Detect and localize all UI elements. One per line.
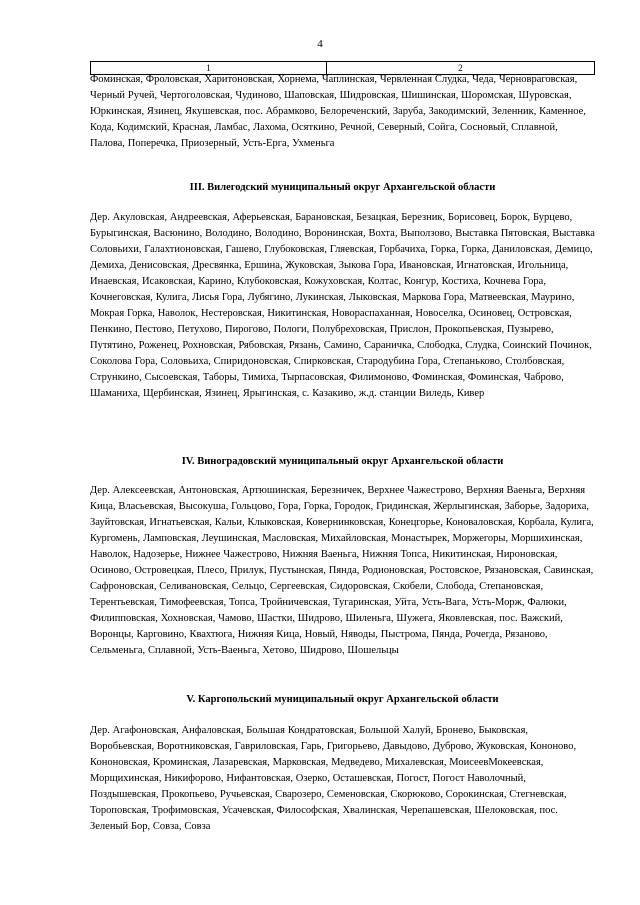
section-text-kargopolsky: Дер. Агафоновская, Анфаловская, Большая Кондратовская, Большой Халуй, Бронево, Быковская, Воробьевская, Воротниковская, Гавриловская, Гарь, Григорьево, Давыдово, Дуброво, Жуковская, Кононово, Кононовская, Кроминская, Лазаревская, Марковская, Медведево, Михалевская, МоисеевМокеевская, Морщихинская, Никифорово, Нифантовская, Озерко, Осташевская, Погост, Погост Наволочный, Поздышевская, Прокопьево, Ручьевская, Сварозеро, Семеновская, Скорюково, Сорокинская, Стегневская, Тороповская, Трофимовская, Усачевская, Философская, Хвалинская, Черепашевская, Шелоковская, пос. Зеленый Бор, Совза, Совза (90, 725, 577, 832)
column-number-1: 1 (91, 62, 327, 74)
section-heading-vilegodsky: III. Вилегодский муниципальный округ Архангельской области (189, 182, 496, 193)
continuation-paragraph: Фоминская, Фроловская, Харитоновская, Хорнема, Чаплинская, Червленная Слудка, Чеда, Черновраговская, Черный Ручей, Чертоголовская, Чудиново, Шаповская, Шидровская, Шишинская, Шоромская, Шуровская, Юркинская, Язинец, Якушевская, пос. Абрамково, Белореченский, Заруба, Закодимский, Зеленник, Каменное, Кода, Кодимский, Красная, Ламбас, Лахома, Осяткино, Речной, Северный, Сойга, Сосновый, Сплавной, Палова, Поперечка, Приозерный, Усть-Ерга, Ухменьга (90, 74, 586, 149)
page-number: 4 (317, 38, 323, 50)
section-heading-kargopolsky: V. Каргопольский муниципальный округ Архангельской области (186, 694, 499, 705)
section-text-vilegodsky: Дер. Акуловская, Андреевская, Аферьевская, Барановская, Безацкая, Березник, Борисовец, Борок, Бурцево, Бурыгинская, Васюнино, Володино, Володино, Воронинская, Вохта, Выползово, Выставка Пятовская, Выставка Соловьихи, Галахтионовская, Гашево, Глубоковская, Гляевская, Горбачиха, Горка, Горка, Даниловская, Демицо, Демиха, Денисовская, Дресвянка, Ершина, Жуковская, Зыкова Гора, Ивановская, Игнатовская, Игольница, Инаевская, Исаковская, Карино, Клубоковская, Кожуховская, Колтас, Конгур, Костиха, Кочнева Гора, Кочнеговская, Кулига, Лисья Гора, Лубягино, Лукинская, Лыковская, Маркова Гора, Матвеевская, Маурино, Мокрая Горка, Наволок, Нестеровская, Никитинская, Новораспаханная, Новоселка, Осиновец, Островская, Пенкино, Пестово, Петухово, Пирогово, Пологи, Полубреховская, Прислон, Прокопьевская, Пузырево, Путятино, Роженец, Рохновская, Рябовская, Рязань, Самино, Сараничка, Слободка, Слудка, Соинский Починок, Соколова Гора, Соловьиха, Спиридоновская, Спирковская, Стародубина Гора, Степаньково, Столбовская, Стрункино, Сысоевская, Таборы, Тимиха, Тырпасовская, Филимоново, Фоминская, Фоминская, Чаброво, Шаманиха, Щербинская, Язинец, Ярыгинская, с. Казакиво, ж.д. станции Виледь, Кивер (90, 212, 595, 399)
column-number-2: 2 (458, 63, 463, 73)
section-text-vinogradovsky: Дер. Алексеевская, Антоновская, Артюшинская, Березничек, Верхнее Чажестрово, Верхняя Ваеньга, Верхняя Кица, Власьевская, Высокуша, Гольцово, Гора, Горка, Городок, Гридинская, Жерлыгинская, Заборье, Задориха, Зауйтовская, Игнатьевская, Кальи, Клыковская, Ковернинковская, Конецгорье, Коноваловская, Корбала, Кулига, Кургомень, Ламповская, Леушинская, Масловская, Михайловская, Монастырек, Моржегоры, Моршихинская, Наволок, Надозерье, Нижнее Чажестрово, Нижняя Ваеньга, Нижняя Топса, Никитинская, Нироновская, Осиново, Островецкая, Плесо, Прилук, Пустынская, Пянда, Родионовская, Ростовское, Рязановская, Савинская, Сафроновская, Селивановская, Сельцо, Сергеевская, Сидоровская, Скобели, Слобода, Степановская, Терентьевская, Тимофеевская, Топса, Тройничевская, Тугаринская, Уйта, Усть-Вага, Усть-Морж, Фалюки, Филипповская, Хохновская, Чамово, Шастки, Шидрово, Шиленьга, Шужега, Яковлевская, пос. Важский, Воронцы, Карговино, Квахтюга, Нижняя Кица, Новый, Няводы, Пыстрома, Пянда, Рочегда, Рязаново, Сельменьга, Сплавной, Усть-Ваеньга, Хетово, Шидрово, Шошельцы (90, 485, 594, 656)
section-heading-vinogradovsky: IV. Виноградовский муниципальный округ Архангельской области (181, 456, 504, 467)
